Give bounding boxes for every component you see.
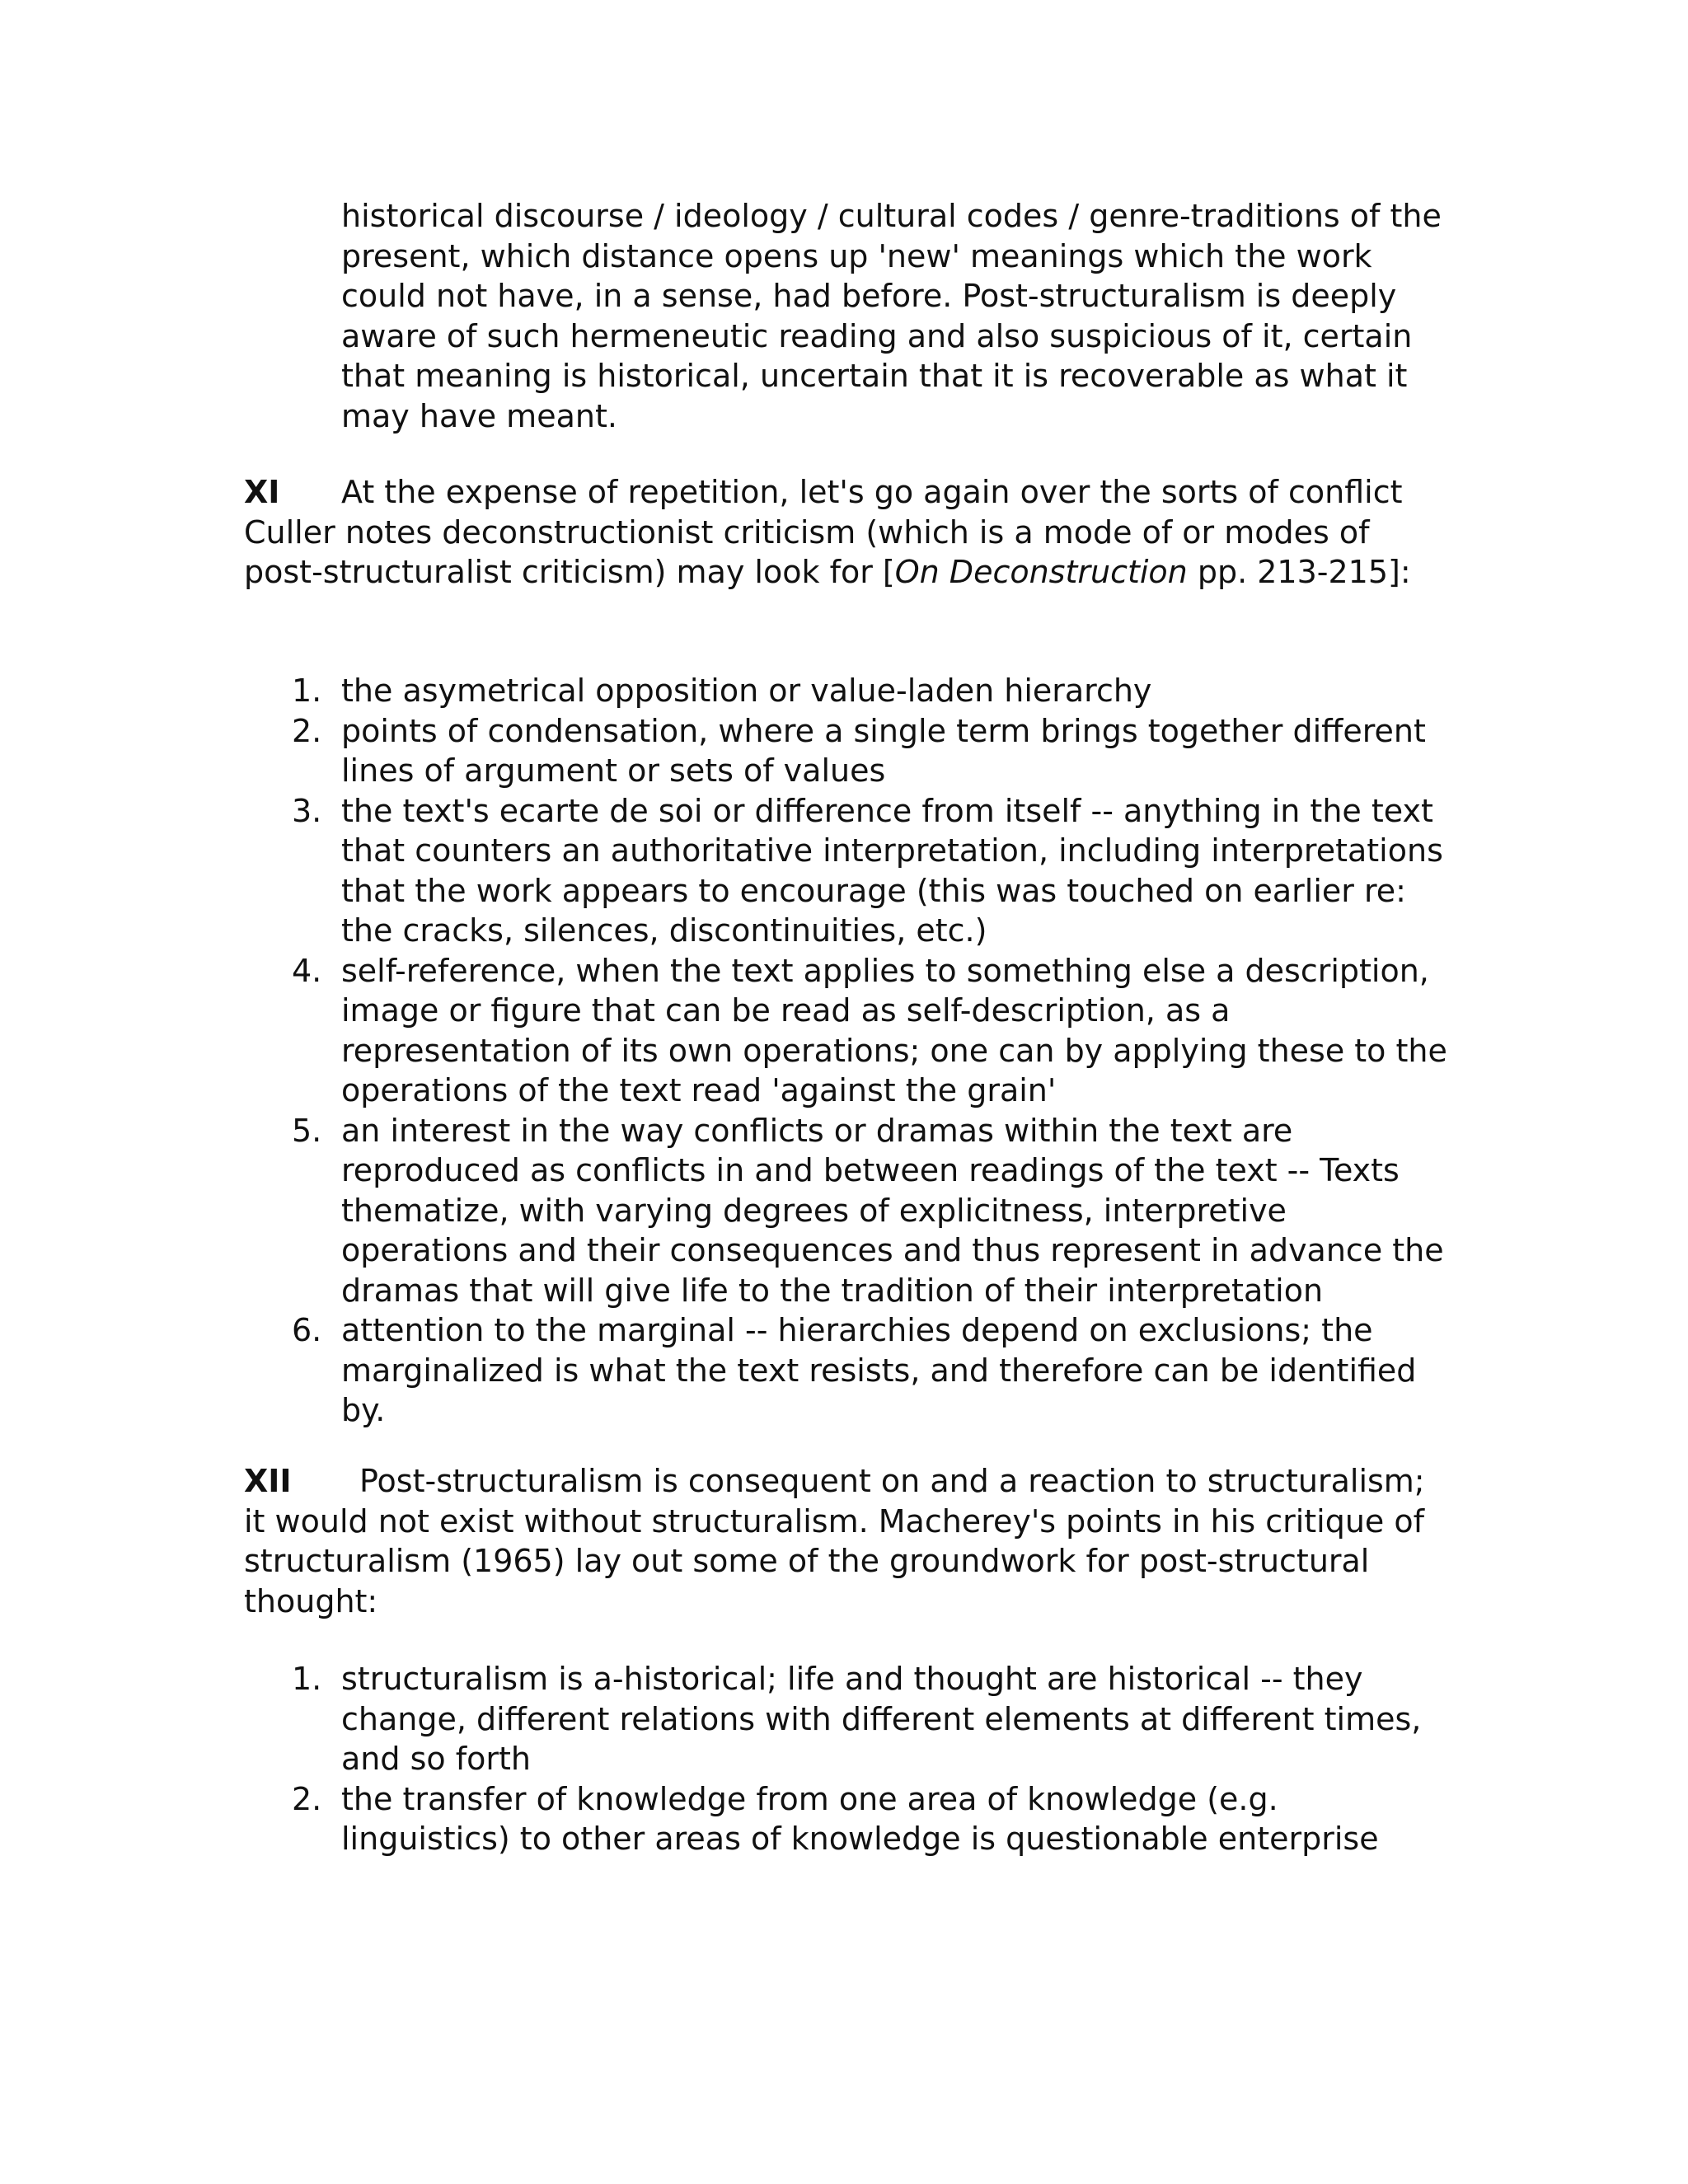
list-item-text: the transfer of knowledge from one area of knowledge (e.g. linguistics) to other areas of knowledge is questionable enterprise (341, 1780, 1379, 1857)
list-item (244, 1659, 1447, 1779)
list-item-number: 3. (292, 792, 322, 829)
list-item-number: 1. (292, 1661, 322, 1697)
section-xi-paragraph (244, 472, 1447, 593)
list-item (244, 671, 1447, 711)
list-item (244, 951, 1447, 1111)
section-xii-text: Post-structuralism is consequent on and a reaction to structuralism; it would not exist without structuralism. Macherey's points in his critique of structuralism (1965) lay out some of the groundwork for post-structural thought: (244, 1463, 1425, 1619)
section-xii-list (244, 1659, 1447, 1859)
list-item (244, 791, 1447, 951)
list-item (244, 1779, 1447, 1859)
list-item-number: 2. (292, 712, 322, 749)
list-item-number: 6. (292, 1312, 322, 1348)
list-item-number: 5. (292, 1112, 322, 1149)
list-item-text: the asymetrical opposition or value-laden hierarchy (341, 673, 1152, 709)
section-xii-number: XII (244, 1463, 292, 1499)
section-xi-number: XI (244, 474, 280, 510)
list-item-text: attention to the marginal -- hierarchies depend on exclusions; the marginalized is what the text resists, and therefore can be identified by. (341, 1312, 1417, 1428)
list-item-text: an interest in the way conflicts or dramas within the text are reproduced as conflicts in and between readings of the text -- Texts thematize, with varying degrees of explicitness, interpretive operations and their consequences and thus represent in advance the dramas that will give life to the tradition of their interpretation (341, 1112, 1444, 1309)
list-item-text: self-reference, when the text applies to something else a description, image or figure that can be read as self-description, as a representation of its own operations; one can by applying these to the operations of the text read 'against the grain' (341, 952, 1447, 1108)
section-xii-paragraph (244, 1461, 1447, 1621)
list-item (244, 1310, 1447, 1431)
list-item (244, 711, 1447, 791)
citation-title: On Deconstruction (894, 554, 1188, 590)
list-item-number: 4. (292, 952, 322, 989)
list-item-number: 2. (292, 1780, 322, 1817)
section-xi-text-before: At the expense of repetition, let's go again over the sorts of conflict Culler notes deconstructionist criticism (which is a mode of or modes of post-structuralist criticism) may look for [ (244, 474, 1403, 590)
list-item-text: structuralism is a-historical; life and thought are historical -- they change, different relations with different elements at different times, and so forth (341, 1661, 1422, 1777)
list-item-number: 1. (292, 673, 322, 709)
list-item-text: points of condensation, where a single term brings together different lines of argument or sets of values (341, 712, 1426, 789)
continuation-paragraph: historical discourse / ideology / cultural codes / genre-traditions of the present, which distance opens up 'new' meanings which the work could not have, in a sense, had before. Post-structuralism is deeply aware of such hermeneutic reading and also suspicious of it, certain that meaning is historical, uncertain that it is recoverable as what it may have meant. (341, 198, 1442, 434)
list-item-text: the text's ecarte de soi or difference from itself -- anything in the text that counters an authoritative interpretation, including interpretations that the work appears to encourage (this was touched on earlier re: the cracks, silences, discontinuities, etc.) (341, 792, 1443, 949)
section-xi-list (244, 671, 1447, 1431)
list-item (244, 1111, 1447, 1311)
section-xi-text-after: pp. 213-215]: (1187, 554, 1411, 590)
